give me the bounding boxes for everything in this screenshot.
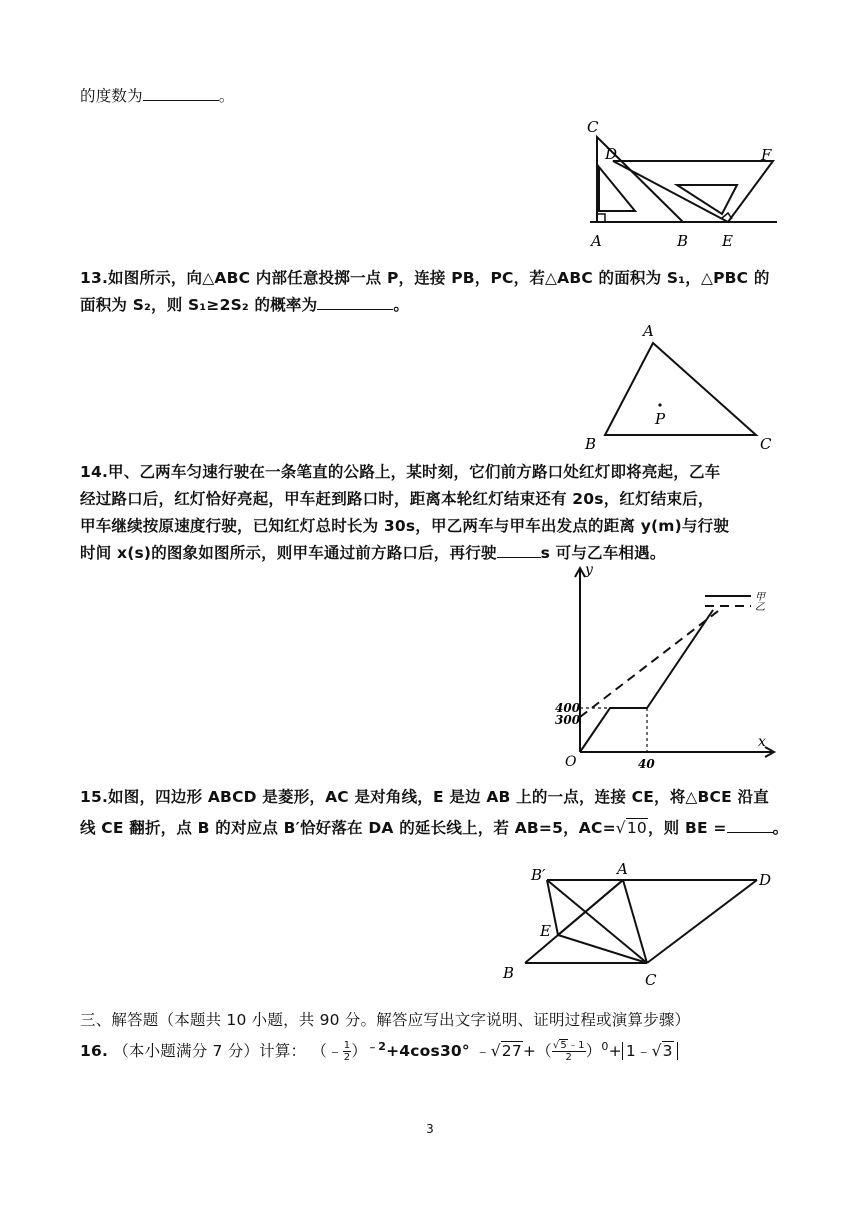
page-number: 3 [426, 1122, 434, 1136]
tick-40: 40 [638, 757, 655, 771]
legend-jia: 甲 [755, 592, 765, 603]
q13-line1: 13.如图所示，向△ABC 内部任意投掷一点 P，连接 PB，PC，若△ABC 的面积为 S₁，△PBC 的 [80, 269, 770, 287]
fraction-half: $\frac{1}{2}$ [343, 1040, 351, 1064]
answer-blank [727, 818, 773, 833]
q14-line3: 甲车继续按原速度行驶，已知红灯总时长为 30s，甲乙两车与甲车出发点的距离 y(m)与行驶 [80, 517, 730, 535]
q15-line2: 线 CE 翻折，点 B 的对应点 B′恰好落在 DA 的延长线上，若 AB=5，AC=√10，则 BE = 。 [80, 819, 789, 837]
q12-tail: 的度数为 。 [80, 87, 235, 105]
q16-line: 16. （本小题满分 7 分）计算： （﹣ $\frac{1}{2}$ ）$^{﹣2}$+4cos30° ﹣√27+（ $\frac{√5﹣1}{2}$ ）$^0$+ 1﹣√3 [80, 1038, 678, 1063]
figure-set-squares [585, 115, 785, 250]
figure-triangle-abc [580, 318, 780, 453]
q15-line1: 15.如图，四边形 ABCD 是菱形，AC 是对角线，E 是边 AB 上的一点，连接 CE，将△BCE 沿直 [80, 788, 769, 806]
absolute-value: 1﹣√3 [622, 1042, 678, 1060]
origin-label: O [565, 754, 577, 770]
answer-blank [143, 86, 219, 101]
tick-400: 400 [555, 701, 581, 715]
label-C: C [587, 118, 599, 136]
q14-line2: 经过路口后，红灯恰好亮起，甲车赶到路口时，距离本轮红灯结束还有 20s，红灯结束后， [80, 490, 714, 508]
q14-line4: 时间 x(s)的图象如图所示，则甲车通过前方路口后，再行驶 s 可与乙车相遇。 [80, 544, 666, 562]
answer-blank [497, 543, 541, 558]
label-P: P [655, 410, 666, 428]
label-E: E [540, 922, 551, 940]
label-D: D [759, 871, 772, 889]
tick-300: 300 [555, 713, 581, 727]
label-F: F [761, 146, 772, 164]
label-A: A [617, 860, 628, 878]
figure-rhombus [495, 858, 785, 998]
axis-label-y: y [585, 562, 593, 578]
label-C: C [645, 971, 657, 989]
answer-blank [317, 295, 393, 310]
legend-yi: 乙 [755, 602, 765, 613]
label-E: E [722, 232, 733, 250]
label-A: A [643, 322, 654, 340]
label-B-prime: B′ [531, 866, 546, 884]
section-3-heading: 三、解答题（本题共 10 小题，共 90 分。解答应写出文字说明、证明过程或演算步骤） [80, 1011, 691, 1029]
label-C: C [760, 435, 772, 453]
label-B: B [503, 964, 515, 982]
label-B: B [677, 232, 689, 250]
figure-distance-time-graph [555, 562, 785, 772]
label-D: D [605, 145, 618, 163]
q13-line2: 面积为 S₂，则 S₁≥2S₂ 的概率为 。 [80, 296, 410, 314]
label-B: B [585, 435, 597, 453]
q14-line1: 14.甲、乙两车匀速行驶在一条笔直的公路上，某时刻，它们前方路口处红灯即将亮起，乙车 [80, 463, 721, 481]
axis-label-x: x [758, 734, 766, 750]
label-A: A [591, 232, 602, 250]
fraction-sqrt5: $\frac{√5﹣1}{2}$ [552, 1040, 585, 1064]
